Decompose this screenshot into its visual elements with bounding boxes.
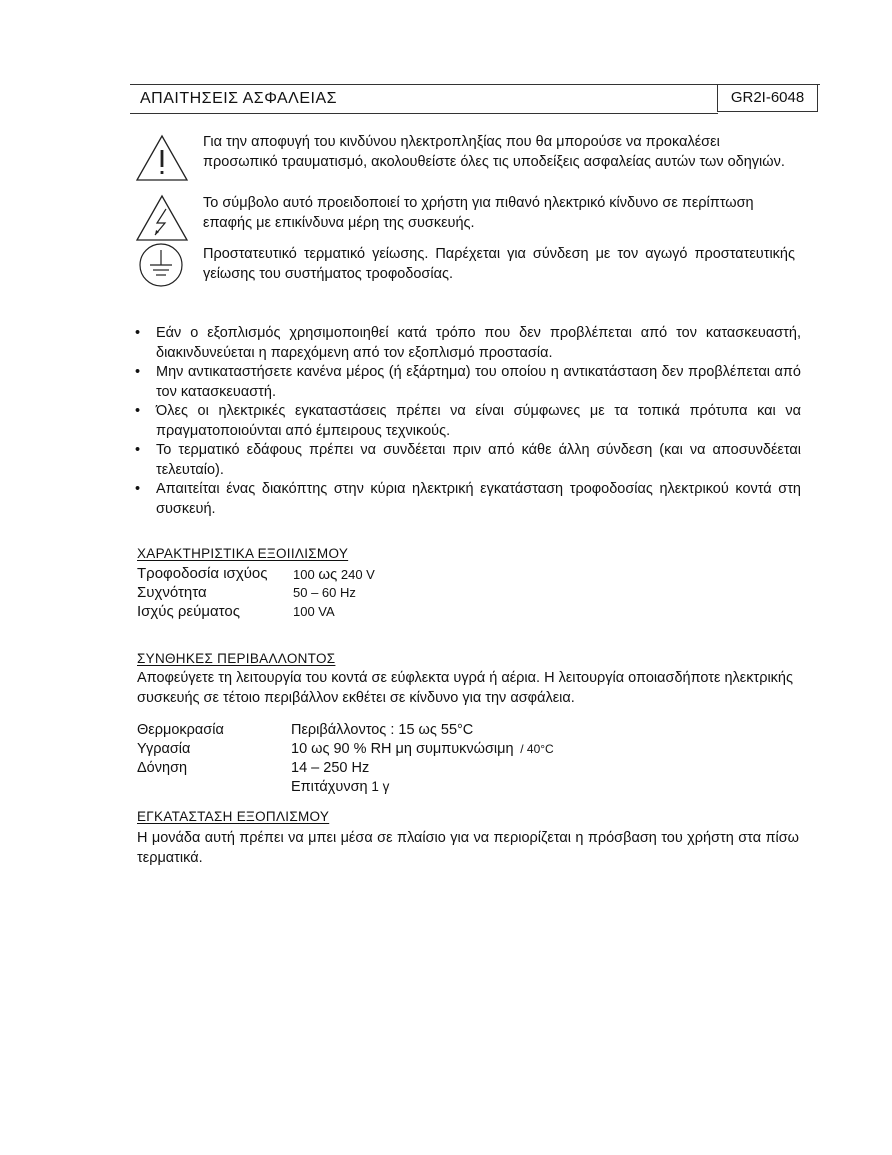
- spec-label-power: Τροφοδοσία ισχύος: [137, 565, 268, 582]
- env-value-humidity: [291, 741, 554, 757]
- env-value-temperature: Περιβάλλοντος : 15 ως 55°C: [291, 722, 474, 738]
- spec-value-current: 100 VA: [293, 604, 335, 619]
- list-item: • Εάν ο εξοπλισμός χρησιμοποιηθεί κατά τρόπο που δεν προβλέπεται από τον κατασκευαστή, διακινδυνεύεται η παρεχόμενη από τον εξοπλισμό προστασία.: [133, 324, 801, 363]
- env-value-vibration: 14 – 250 Hz: [291, 760, 370, 776]
- env-value-acceleration-label: Επιτάχυνση: [291, 779, 368, 795]
- spec-value-frequency: 50 – 60 Hz: [293, 585, 356, 600]
- env-value-humidity-range: 10 ως 90 % RH μη συμπυκνώσιμη: [291, 741, 514, 757]
- installation-heading: ΕΓΚΑΤΑΣΤΑΣΗ ΕΞΟΠΛΙΣΜΟΥ: [137, 809, 330, 824]
- spec-value-power-min: 100: [293, 567, 319, 582]
- env-label-temperature: Θερμοκρασία: [137, 722, 224, 738]
- document-code: GR2I-6048: [717, 84, 818, 112]
- env-label-humidity: Υγρασία: [137, 741, 191, 757]
- spec-label-current: Ισχύς ρεύματος: [137, 603, 240, 620]
- spec-value-power-sep: ως: [318, 566, 338, 583]
- header-bottom-rule: [130, 113, 718, 114]
- spec-value-power: [293, 566, 375, 583]
- env-value-humidity-temp: / 40°C: [513, 742, 554, 756]
- list-item: • Μην αντικαταστήσετε κανένα μέρος (ή εξάρτημα) του οποίου η αντικατάσταση δεν προβλέπεται από τον κατασκευαστή.: [133, 363, 801, 402]
- list-item: • Το τερματικό εδάφους πρέπει να συνδέεται πριν από κάθε άλλη σύνδεση (και να αποσυνδέεται τελευταίο).: [133, 441, 801, 480]
- list-item: • Όλες οι ηλεκτρικές εγκαταστάσεις πρέπει να είναι σύμφωνες με τα τοπικά πρότυπα και να πραγματοποιούνται από έμπειρους τεχνικούς.: [133, 402, 801, 441]
- spec-label-frequency: Συχνότητα: [137, 584, 207, 601]
- electric-hazard-icon: [133, 193, 191, 245]
- symbol-text-earth: Προστατευτικό τερματικό γείωσης. Παρέχεται για σύνδεση με τον αγωγό προστατευτικής γείωσης του συστήματος τροφοδοσίας.: [203, 246, 795, 282]
- installation-text: Η μονάδα αυτή πρέπει να μπει μέσα σε πλαίσιο για να περιορίζεται η πρόσβαση του χρήστη στα πίσω τερματικά.: [137, 830, 799, 866]
- equipment-heading: ΧΑΡΑΚΤΗΡΙΣΤΙΚΑ ΕΞΟΙΙΛΙΣΜΟΥ: [137, 546, 349, 561]
- symbol-text-electric: Το σύμβολο αυτό προειδοποιεί το χρήστη για πιθανό ηλεκτρικό κίνδυνο σε περίπτωση επαφής με επικίνδυνα μέρη της συσκευής.: [203, 195, 754, 231]
- environment-text: Αποφεύγετε τη λειτουργία του κοντά σε εύφλεκτα υγρά ή αέρια. Η λειτουργία οποιασδήποτε ηλεκτρικής συσκευής σε τέτοιο περιβάλλον εκθέτει σε κίνδυνο για την ασφάλεια.: [137, 670, 793, 706]
- protective-earth-icon: [133, 240, 191, 292]
- env-label-vibration: Δόνηση: [137, 760, 188, 776]
- safety-bullet-list: [133, 324, 801, 519]
- list-item: • Απαιτείται ένας διακόπτης στην κύρια ηλεκτρική εγκατάσταση τροφοδοσίας ηλεκτρικού κοντά στη συσκευή.: [133, 480, 801, 519]
- environment-heading: ΣΥΝΘΗΚΕΣ ΠΕΡΙΒΑΛΛΟΝΤΟΣ: [137, 651, 336, 666]
- symbol-text-warning: Για την αποφυγή του κινδύνου ηλεκτροπληξίας που θα μπορούσε να προκαλέσει προσωπικό τραυματισμό, ακολουθείστε όλες τις υποδείξεις ασφαλείας αυτών των οδηγιών.: [203, 134, 785, 170]
- spec-value-power-max: 240 V: [337, 567, 375, 582]
- env-value-acceleration: [291, 779, 389, 795]
- warning-triangle-icon: [133, 132, 191, 184]
- page-title: ΑΠΑΙΤΗΣΕΙΣ ΑΣΦΑΛΕΙΑΣ: [140, 90, 338, 107]
- env-value-acceleration-amount: 1 γ: [367, 779, 390, 794]
